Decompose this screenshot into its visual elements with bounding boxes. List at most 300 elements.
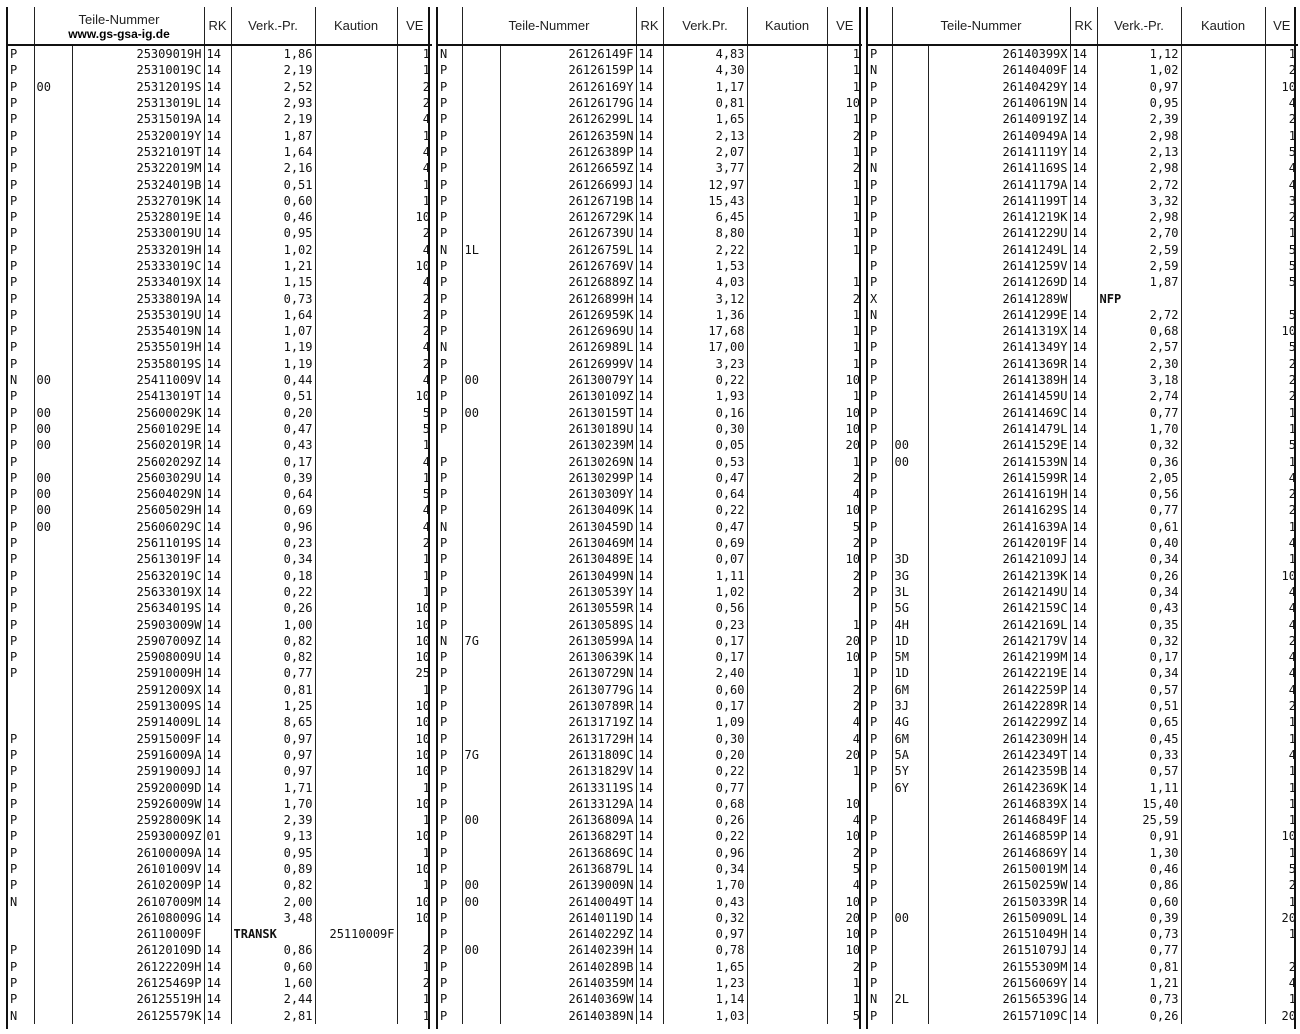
row-rk: 14 <box>636 144 663 160</box>
table-row <box>868 877 1298 893</box>
row-series <box>34 323 72 339</box>
row-part-number: 26142159C <box>928 600 1070 616</box>
row-price: 1,60 <box>231 975 315 991</box>
row-status: P <box>868 975 892 991</box>
row-rk: 14 <box>204 991 231 1007</box>
row-deposit <box>1181 845 1265 861</box>
row-status: P <box>438 926 462 942</box>
row-deposit <box>747 779 827 795</box>
row-ve: 10 <box>415 650 430 665</box>
row-price: 0,17 <box>663 633 747 649</box>
row-rk: 14 <box>204 274 231 290</box>
table-row <box>438 307 862 323</box>
row-ve: 4 <box>422 144 430 159</box>
row-status: P <box>438 747 462 763</box>
row-rk: 14 <box>636 45 663 62</box>
row-part-number: 26130559R <box>500 600 636 616</box>
row-deposit <box>315 209 397 225</box>
row-series <box>34 551 72 567</box>
row-part-number: 26110009F <box>72 926 204 942</box>
row-ve: 2 <box>422 976 430 991</box>
row-part-number: 26141269D <box>928 274 1070 290</box>
row-deposit <box>747 535 827 551</box>
row-part-number: 26136809A <box>500 812 636 828</box>
row-status: P <box>438 877 462 893</box>
row-ve: 1 <box>422 992 430 1007</box>
row-rk: 14 <box>204 62 231 78</box>
row-deposit <box>1181 242 1265 258</box>
row-status: P <box>868 209 892 225</box>
row-status: P <box>868 812 892 828</box>
row-ve: 10 <box>415 731 430 746</box>
row-series <box>34 258 72 274</box>
row-rk <box>204 926 231 942</box>
row-price: 2,72 <box>1097 176 1181 192</box>
row-price: 0,51 <box>231 388 315 404</box>
row-deposit <box>747 225 827 241</box>
row-status <box>868 796 892 812</box>
row-deposit <box>315 356 397 372</box>
row-ve: 1 <box>422 1008 430 1023</box>
row-deposit <box>747 584 827 600</box>
row-status: P <box>438 991 462 1007</box>
row-deposit <box>1181 584 1265 600</box>
row-deposit <box>1181 779 1265 795</box>
row-series <box>34 861 72 877</box>
row-status: P <box>438 486 462 502</box>
row-price: 0,73 <box>1097 926 1181 942</box>
row-price: 0,65 <box>1097 714 1181 730</box>
row-series <box>892 209 928 225</box>
row-series <box>892 796 928 812</box>
row-deposit: 25110009F <box>315 926 397 942</box>
row-rk: 14 <box>636 649 663 665</box>
row-part-number: 26130639K <box>500 649 636 665</box>
row-deposit <box>1181 502 1265 518</box>
table-row <box>868 1008 1298 1024</box>
row-deposit <box>315 942 397 958</box>
row-part-number: 26141199T <box>928 193 1070 209</box>
row-deposit <box>747 796 827 812</box>
row-ve: 25 <box>415 666 430 681</box>
row-part-number: 26140289B <box>500 959 636 975</box>
row-deposit <box>1181 796 1265 812</box>
table-row <box>8 388 432 404</box>
row-deposit <box>315 975 397 991</box>
row-part-number: 25914009L <box>72 714 204 730</box>
table-row <box>438 290 862 306</box>
row-rk: 14 <box>636 698 663 714</box>
row-rk: 14 <box>204 111 231 127</box>
row-part-number: 26141289W <box>928 290 1070 306</box>
row-status: P <box>438 665 462 681</box>
header-ve: VE <box>1265 7 1298 45</box>
row-deposit <box>747 845 827 861</box>
row-rk: 14 <box>204 893 231 909</box>
row-deposit <box>315 290 397 306</box>
row-ve: 2 <box>1288 356 1296 371</box>
row-series: 5A <box>892 747 928 763</box>
row-status: P <box>868 959 892 975</box>
table-row <box>868 372 1298 388</box>
row-status: P <box>868 649 892 665</box>
row-rk: 14 <box>636 111 663 127</box>
row-series <box>892 79 928 95</box>
row-status: P <box>438 307 462 323</box>
row-deposit <box>1181 633 1265 649</box>
price-table-2 <box>436 7 861 1029</box>
row-rk: 14 <box>1070 144 1097 160</box>
row-series <box>34 62 72 78</box>
row-rk: 14 <box>204 307 231 323</box>
row-ve: 1 <box>852 764 860 779</box>
row-series: 3L <box>892 584 928 600</box>
row-status: P <box>868 828 892 844</box>
row-rk <box>1070 290 1097 306</box>
row-status: P <box>438 470 462 486</box>
row-status: P <box>8 405 34 421</box>
row-ve: 10 <box>415 910 430 925</box>
table-row <box>438 796 862 812</box>
row-deposit <box>747 62 827 78</box>
row-series <box>34 388 72 404</box>
row-series <box>34 714 72 730</box>
row-status: P <box>868 127 892 143</box>
row-price: 25,59 <box>1097 812 1181 828</box>
table-row <box>438 79 862 95</box>
row-deposit <box>747 975 827 991</box>
row-deposit <box>1181 209 1265 225</box>
row-status: P <box>868 535 892 551</box>
row-deposit <box>747 861 827 877</box>
row-ve: 4 <box>1288 470 1296 485</box>
row-part-number: 26130189U <box>500 421 636 437</box>
row-series <box>462 796 500 812</box>
row-rk: 14 <box>636 975 663 991</box>
row-deposit <box>1181 991 1265 1007</box>
row-ve: 5 <box>1288 438 1296 453</box>
row-price: 2,98 <box>1097 127 1181 143</box>
row-series <box>462 584 500 600</box>
row-status: P <box>438 649 462 665</box>
row-deposit <box>315 95 397 111</box>
row-part-number: 26101009V <box>72 861 204 877</box>
row-part-number: 26130309Y <box>500 486 636 502</box>
row-series <box>462 714 500 730</box>
row-price: 0,46 <box>231 209 315 225</box>
row-price: 12,97 <box>663 176 747 192</box>
row-part-number: 26126359N <box>500 127 636 143</box>
row-ve <box>397 926 432 942</box>
row-ve: 5 <box>1288 259 1296 273</box>
row-rk: 14 <box>204 193 231 209</box>
row-ve: 1 <box>1288 519 1296 534</box>
row-series <box>892 160 928 176</box>
row-status: P <box>868 453 892 469</box>
row-part-number: 26140429Y <box>928 79 1070 95</box>
row-status: P <box>868 274 892 290</box>
row-part-number: 25321019T <box>72 144 204 160</box>
row-series <box>34 698 72 714</box>
row-rk: 14 <box>1070 535 1097 551</box>
table-body <box>438 45 862 1024</box>
row-part-number: 26156539G <box>928 991 1070 1007</box>
row-rk: 14 <box>204 388 231 404</box>
table-row <box>868 633 1298 649</box>
row-rk: 14 <box>1070 323 1097 339</box>
row-deposit <box>1181 160 1265 176</box>
row-series <box>34 290 72 306</box>
row-rk: 14 <box>636 79 663 95</box>
row-series: 4H <box>892 616 928 632</box>
row-ve: 1 <box>1288 128 1296 143</box>
row-rk: 14 <box>636 519 663 535</box>
row-price: 1,11 <box>663 568 747 584</box>
row-status: P <box>438 193 462 209</box>
row-status: P <box>8 127 34 143</box>
row-part-number: 26140409F <box>928 62 1070 78</box>
row-series <box>34 893 72 909</box>
row-part-number: 26141179A <box>928 176 1070 192</box>
row-price: 1,65 <box>663 959 747 975</box>
row-series <box>892 176 928 192</box>
row-status: N <box>438 633 462 649</box>
row-price: 2,39 <box>231 812 315 828</box>
row-rk: 14 <box>636 421 663 437</box>
row-price: 0,34 <box>1097 551 1181 567</box>
row-series <box>462 910 500 926</box>
row-ve: 4 <box>1288 666 1296 681</box>
row-part-number: 25330019U <box>72 225 204 241</box>
row-price: 0,36 <box>1097 453 1181 469</box>
row-rk: 14 <box>636 437 663 453</box>
row-price: 1,19 <box>231 356 315 372</box>
row-rk: 14 <box>204 633 231 649</box>
row-ve: 10 <box>845 796 860 811</box>
row-status: P <box>438 388 462 404</box>
row-series <box>34 274 72 290</box>
row-part-number: 26140369W <box>500 991 636 1007</box>
row-series <box>34 910 72 926</box>
table-row <box>868 730 1298 746</box>
row-status: P <box>438 584 462 600</box>
row-series: 00 <box>462 942 500 958</box>
row-deposit <box>1181 893 1265 909</box>
row-status: P <box>868 568 892 584</box>
row-part-number: 25602029Z <box>72 453 204 469</box>
table-row <box>8 339 432 355</box>
row-series <box>892 307 928 323</box>
row-rk: 14 <box>636 779 663 795</box>
row-ve: 4 <box>422 275 430 290</box>
row-series <box>462 861 500 877</box>
row-price: 0,61 <box>1097 519 1181 535</box>
table-row <box>868 926 1298 942</box>
row-rk: 14 <box>636 828 663 844</box>
row-price: 3,12 <box>663 290 747 306</box>
row-rk: 14 <box>204 225 231 241</box>
row-status <box>8 698 34 714</box>
row-ve: 4 <box>852 813 860 828</box>
row-part-number: 25310019C <box>72 62 204 78</box>
row-price: 3,23 <box>663 356 747 372</box>
row-rk: 14 <box>204 584 231 600</box>
row-status: P <box>8 665 34 681</box>
row-ve: 10 <box>845 829 860 844</box>
row-price: 2,00 <box>231 893 315 909</box>
row-deposit <box>1181 975 1265 991</box>
row-deposit <box>315 812 397 828</box>
row-status: P <box>8 356 34 372</box>
table-row <box>8 959 432 975</box>
row-series <box>34 991 72 1007</box>
row-rk: 14 <box>636 942 663 958</box>
row-series <box>892 323 928 339</box>
row-rk: 14 <box>1070 62 1097 78</box>
row-price: 0,96 <box>663 845 747 861</box>
table-row <box>8 942 432 958</box>
row-part-number: 26130109Z <box>500 388 636 404</box>
row-part-number: 26157109C <box>928 1008 1070 1024</box>
row-status: P <box>8 747 34 763</box>
row-series: 1D <box>892 633 928 649</box>
row-status: P <box>868 779 892 795</box>
row-deposit <box>1181 812 1265 828</box>
row-status: P <box>868 633 892 649</box>
row-deposit <box>315 339 397 355</box>
row-status: P <box>868 111 892 127</box>
row-price: 0,46 <box>1097 861 1181 877</box>
table-row <box>8 323 432 339</box>
row-ve: 1 <box>1288 780 1296 795</box>
row-rk: 14 <box>1070 877 1097 893</box>
row-price: 3,77 <box>663 160 747 176</box>
row-rk: 14 <box>1070 584 1097 600</box>
row-status: P <box>8 437 34 453</box>
row-ve: 1 <box>852 992 860 1007</box>
row-part-number: 26141169S <box>928 160 1070 176</box>
row-price: 1,02 <box>231 242 315 258</box>
row-rk: 14 <box>204 502 231 518</box>
row-part-number: 25903009W <box>72 616 204 632</box>
row-ve: 1 <box>852 112 860 127</box>
row-deposit <box>315 551 397 567</box>
row-ve: 20 <box>1281 1008 1296 1023</box>
row-deposit <box>747 323 827 339</box>
table-row <box>868 62 1298 78</box>
row-part-number: 26150339R <box>928 893 1070 909</box>
row-series <box>34 796 72 812</box>
table-row <box>868 649 1298 665</box>
row-rk: 14 <box>636 323 663 339</box>
table-row <box>8 274 432 290</box>
row-series <box>34 763 72 779</box>
row-status <box>438 437 462 453</box>
row-part-number: 26140239H <box>500 942 636 958</box>
table-row <box>868 600 1298 616</box>
row-rk: 14 <box>1070 193 1097 209</box>
row-part-number: 26140919Z <box>928 111 1070 127</box>
row-ve: 10 <box>415 829 430 844</box>
row-part-number: 25606029C <box>72 519 204 535</box>
row-rk: 14 <box>636 193 663 209</box>
row-deposit <box>1181 193 1265 209</box>
row-price: 4,83 <box>663 45 747 62</box>
row-status: P <box>868 1008 892 1024</box>
row-deposit <box>315 730 397 746</box>
row-rk: 14 <box>636 730 663 746</box>
row-status: P <box>8 144 34 160</box>
row-price: 2,30 <box>1097 356 1181 372</box>
row-ve: 5 <box>1288 340 1296 355</box>
row-series <box>462 437 500 453</box>
row-status: P <box>868 926 892 942</box>
row-ve: 2 <box>422 536 430 551</box>
row-part-number: 25322019M <box>72 160 204 176</box>
row-ve: 20 <box>845 747 860 762</box>
row-series <box>462 502 500 518</box>
row-price: 0,95 <box>231 225 315 241</box>
row-series <box>34 779 72 795</box>
table-row <box>438 160 862 176</box>
row-ve <box>1265 942 1298 958</box>
table-row <box>8 861 432 877</box>
row-deposit <box>747 307 827 323</box>
row-deposit <box>747 551 827 567</box>
row-ve: 10 <box>845 503 860 518</box>
row-ve: 4 <box>1288 177 1296 192</box>
row-part-number: 25908009U <box>72 649 204 665</box>
table-row <box>868 698 1298 714</box>
row-ve: 1 <box>1288 226 1296 241</box>
row-ve: 1 <box>1288 927 1296 942</box>
row-part-number: 25358019S <box>72 356 204 372</box>
table-row <box>8 926 432 942</box>
header-rk: RK <box>204 7 231 45</box>
row-part-number: 25634019S <box>72 600 204 616</box>
row-status: P <box>868 600 892 616</box>
row-series <box>34 584 72 600</box>
row-part-number: 26146859P <box>928 828 1070 844</box>
row-deposit <box>315 877 397 893</box>
row-deposit <box>747 633 827 649</box>
table-row <box>868 144 1298 160</box>
row-rk: 14 <box>1070 111 1097 127</box>
row-rk: 14 <box>1070 339 1097 355</box>
row-series: 00 <box>892 910 928 926</box>
row-deposit <box>1181 45 1265 62</box>
row-price: 0,07 <box>663 551 747 567</box>
row-status: P <box>438 274 462 290</box>
row-part-number: 25313019L <box>72 95 204 111</box>
row-rk: 14 <box>204 209 231 225</box>
row-ve: 20 <box>845 910 860 925</box>
row-ve: 5 <box>1288 275 1296 290</box>
row-status: P <box>8 160 34 176</box>
row-series <box>462 95 500 111</box>
table-row <box>8 551 432 567</box>
table-row <box>8 714 432 730</box>
row-series <box>462 698 500 714</box>
row-series <box>34 747 72 763</box>
row-ve: 10 <box>415 633 430 648</box>
row-rk: 14 <box>1070 682 1097 698</box>
table-row <box>868 714 1298 730</box>
row-series: 5G <box>892 600 928 616</box>
table-row <box>438 616 862 632</box>
row-part-number: 25309019H <box>72 45 204 62</box>
row-ve: 20 <box>845 438 860 453</box>
